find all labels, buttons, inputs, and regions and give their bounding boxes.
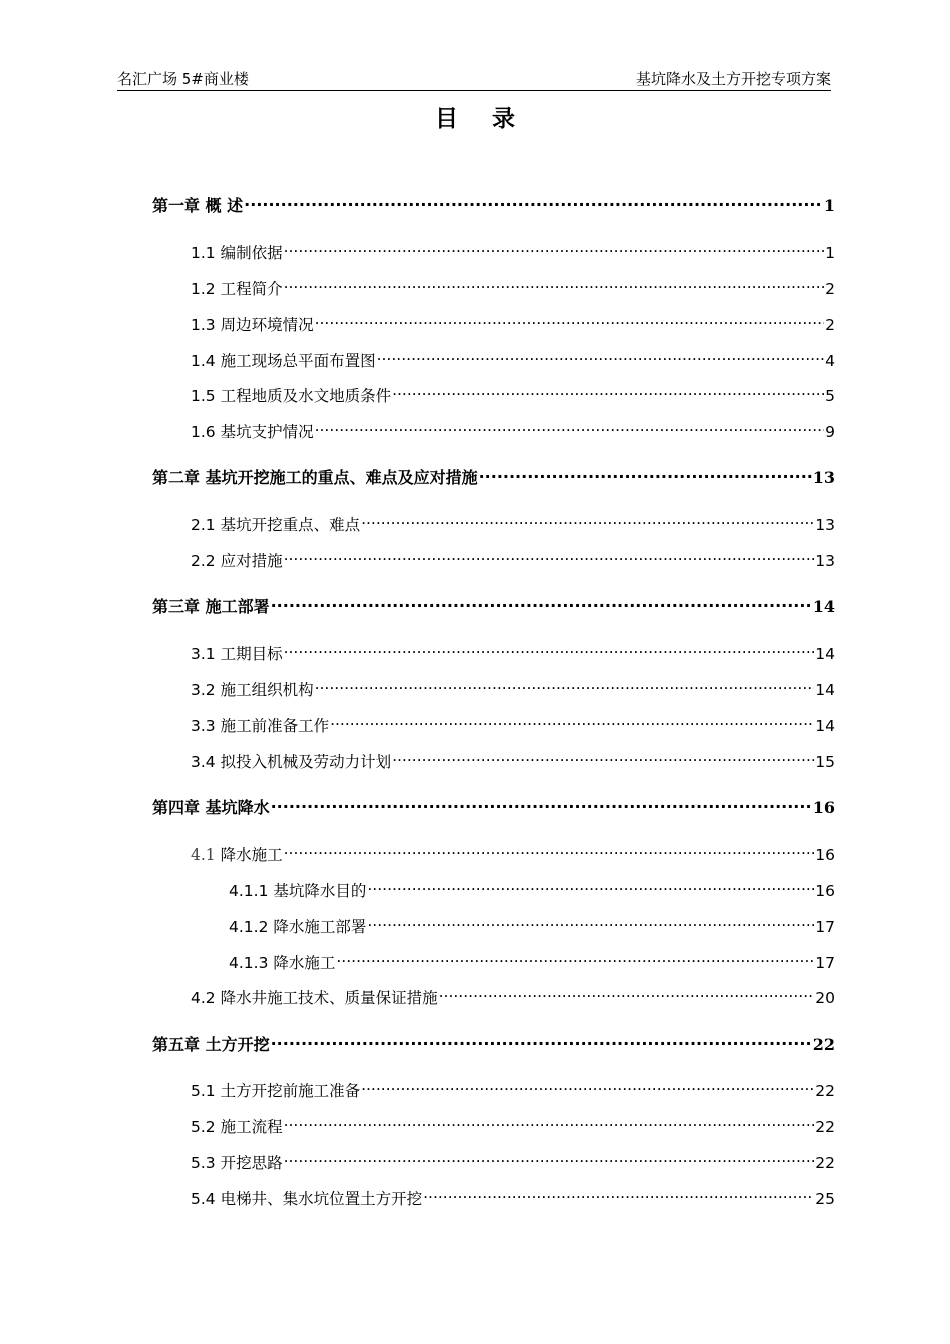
toc-entry-4-1-1[interactable]: [229, 877, 835, 901]
leader-dots: [336, 949, 814, 968]
toc-entry-page: 16: [815, 845, 835, 864]
toc-entry-label: 5.4 电梯井、集水坑位置土方开挖: [191, 1189, 423, 1208]
leader-dots: [392, 382, 824, 401]
header-document-title: 基坑降水及土方开挖专项方案: [635, 70, 831, 88]
leader-dots: [330, 712, 814, 731]
leader-dots: [284, 1149, 815, 1168]
toc-entry-page: 13: [812, 468, 835, 488]
toc-entry-label: 1.1 编制依据: [191, 243, 283, 262]
toc-entry-number: 4.1: [191, 845, 216, 864]
toc-entry-chapter-3[interactable]: [152, 593, 835, 617]
leader-dots: [361, 511, 814, 530]
toc-entry-page: 14: [815, 716, 835, 735]
toc-entry-label: 1.2 工程简介: [191, 279, 283, 298]
leader-dots: [367, 913, 814, 932]
toc-entry-label: 3.1 工期目标: [191, 644, 283, 663]
toc-entry-3-4[interactable]: [191, 748, 835, 772]
toc-entry-label: 4.1.2 降水施工部署: [229, 917, 367, 936]
leader-dots: [423, 1185, 814, 1204]
toc-entry-chapter-5[interactable]: [152, 1031, 835, 1055]
toc-entry-page: 16: [812, 798, 835, 818]
toc-entry-3-1[interactable]: [191, 640, 835, 664]
toc-entry-page: 4: [825, 351, 835, 370]
toc-entry-label: 2.2 应对措施: [191, 551, 283, 570]
toc-entry-page: 17: [815, 953, 835, 972]
toc-entry-label: 第四章 基坑降水: [152, 798, 270, 818]
toc-entry-page: 16: [815, 881, 835, 900]
toc-entry-label: 2.1 基坑开挖重点、难点: [191, 515, 361, 534]
leader-dots: [377, 347, 825, 366]
toc-entry-chapter-4[interactable]: [152, 794, 835, 818]
toc-entry-label: 4.1.3 降水施工: [229, 953, 336, 972]
toc-entry-page: 14: [812, 597, 835, 617]
toc-entry-page: 13: [815, 515, 835, 534]
leader-dots: [361, 1077, 814, 1096]
toc-entry-1-2[interactable]: [191, 275, 835, 299]
toc-entry-page: 22: [815, 1117, 835, 1136]
toc-entry-4-1-3[interactable]: [229, 949, 835, 973]
toc-entry-4-1-2[interactable]: [229, 913, 835, 937]
leader-dots: [284, 239, 825, 258]
toc-entry-1-5[interactable]: [191, 382, 835, 406]
toc-entry-page: 2: [825, 279, 835, 298]
toc-entry-label: 1.4 施工现场总平面布置图: [191, 351, 376, 370]
toc-entry-page: 2: [825, 315, 835, 334]
leader-dots: [271, 1031, 812, 1050]
toc-entry-4-1[interactable]: [191, 841, 835, 865]
toc-entry-label: 4.2 降水井施工技术、质量保证措施: [191, 988, 438, 1007]
toc-entry-label: 第二章 基坑开挖施工的重点、难点及应对措施: [152, 468, 478, 488]
leader-dots: [284, 640, 815, 659]
toc-entry-label: 1.5 工程地质及水文地质条件: [191, 386, 392, 405]
leader-dots: [271, 593, 812, 612]
toc-entry-5-2[interactable]: [191, 1113, 835, 1137]
toc-entry-label: 3.3 施工前准备工作: [191, 716, 330, 735]
toc-entry-2-2[interactable]: [191, 547, 835, 571]
toc-entry-2-1[interactable]: [191, 511, 835, 535]
toc-entry-1-4[interactable]: [191, 347, 835, 371]
toc-entry-label: 4.1.1 基坑降水目的: [229, 881, 367, 900]
leader-dots: [244, 192, 823, 211]
toc-entry-page: 1: [823, 196, 835, 216]
toc-entry-page: 13: [815, 551, 835, 570]
toc-entry-label: 1.6 基坑支护情况: [191, 422, 314, 441]
toc-entry-label: 1.3 周边环境情况: [191, 315, 314, 334]
leader-dots: [439, 984, 815, 1003]
toc-entry-label: 3.2 施工组织机构: [191, 680, 314, 699]
toc-title: 目录: [435, 106, 549, 132]
toc-entry-label: 5.2 施工流程: [191, 1117, 283, 1136]
toc-entry-page: 14: [815, 680, 835, 699]
toc-entry-label: 第三章 施工部署: [152, 597, 270, 617]
toc-entry-3-3[interactable]: [191, 712, 835, 736]
leader-dots: [315, 418, 825, 437]
leader-dots: [315, 311, 825, 330]
toc-entry-page: 15: [815, 752, 835, 771]
toc-entry-page: 22: [812, 1035, 835, 1055]
toc-entry-page: 17: [815, 917, 835, 936]
toc-entry-label: 3.4 拟投入机械及劳动力计划: [191, 752, 392, 771]
leader-dots: [367, 877, 814, 896]
toc-entry-label: 5.1 土方开挖前施工准备: [191, 1081, 361, 1100]
toc-entry-page: 22: [815, 1081, 835, 1100]
toc-entry-1-1[interactable]: [191, 239, 835, 263]
toc-entry-label: 5.3 开挖思路: [191, 1153, 283, 1172]
toc-entry-4-2[interactable]: [191, 984, 835, 1008]
toc-entry-1-6[interactable]: [191, 418, 835, 442]
toc-entry-5-4[interactable]: [191, 1185, 835, 1209]
leader-dots: [315, 676, 815, 695]
toc-entry-5-3[interactable]: [191, 1149, 835, 1173]
toc-entry-page: 14: [815, 644, 835, 663]
toc-entry-3-2[interactable]: [191, 676, 835, 700]
header-project-name: 名汇广场 5#商业楼: [117, 70, 249, 88]
toc-entry-page: 25: [815, 1189, 835, 1208]
toc-entry-page: 5: [825, 386, 835, 405]
leader-dots: [479, 464, 812, 483]
page-header: [117, 66, 831, 91]
toc-entry-5-1[interactable]: [191, 1077, 835, 1101]
leader-dots: [284, 841, 815, 860]
toc-entry-page: 22: [815, 1153, 835, 1172]
leader-dots: [284, 275, 825, 294]
toc-entry-page: 1: [825, 243, 835, 262]
leader-dots: [284, 547, 815, 566]
toc-entry-label: [191, 843, 283, 865]
toc-entry-1-3[interactable]: [191, 311, 835, 335]
leader-dots: [392, 748, 814, 767]
toc-entry-label: 第一章 概 述: [152, 196, 244, 216]
toc-entry-label: 第五章 土方开挖: [152, 1035, 270, 1055]
toc-entry-page: 20: [815, 988, 835, 1007]
leader-dots: [271, 794, 812, 813]
toc-entry-page: 9: [825, 422, 835, 441]
toc-entry-text: 降水施工: [220, 845, 283, 864]
toc-entry-chapter-1[interactable]: [152, 192, 835, 216]
leader-dots: [284, 1113, 815, 1132]
toc-entry-chapter-2[interactable]: [152, 464, 835, 488]
